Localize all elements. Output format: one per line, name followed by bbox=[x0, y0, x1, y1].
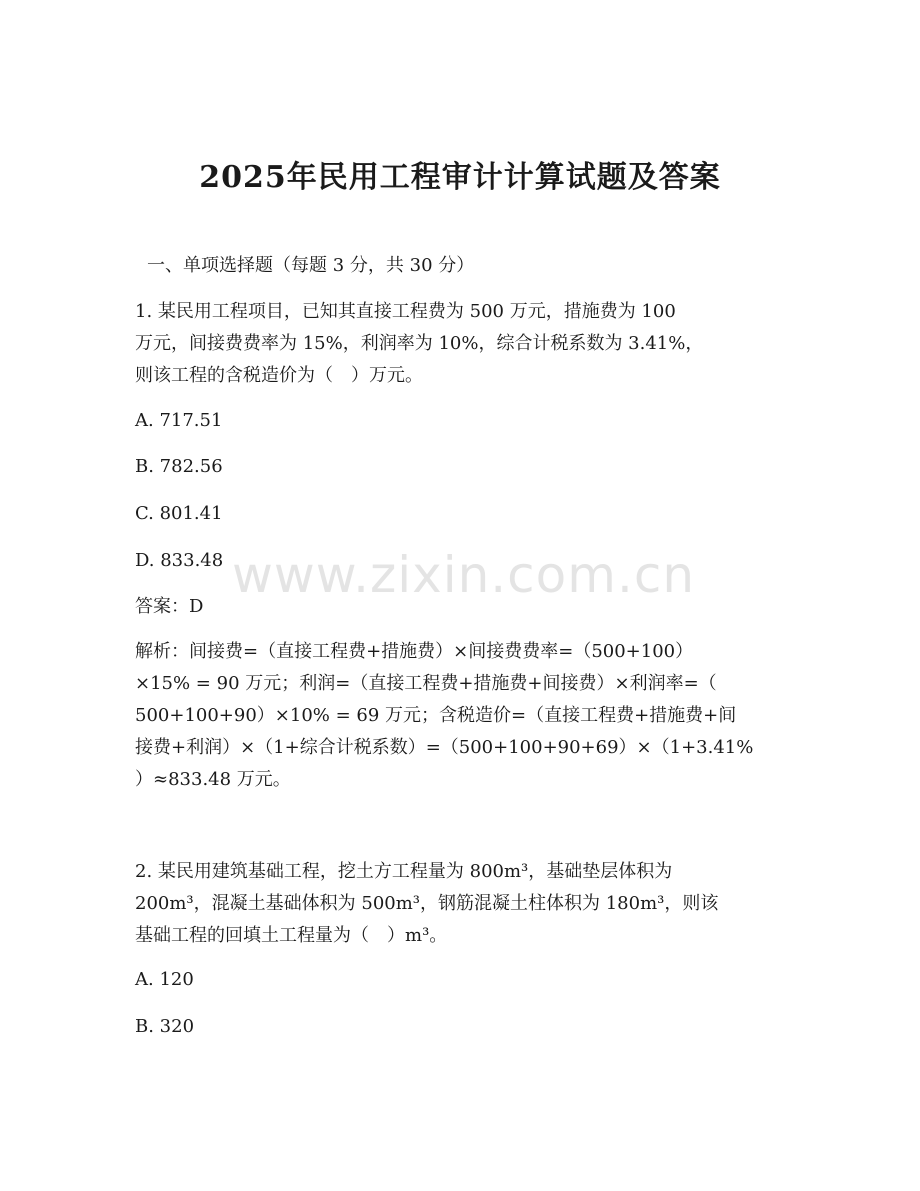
question-1-analysis-line-3: 500+100+90）×10% = 69 万元；含税造价=（直接工程费+措施费+间 bbox=[135, 705, 737, 726]
question-1-analysis-line-1: 解析：间接费=（直接工程费+措施费）×间接费费率=（500+100） bbox=[135, 641, 694, 662]
question-1-analysis-line-2: ×15% = 90 万元；利润=（直接工程费+措施费+间接费）×利润率=（ bbox=[135, 673, 717, 694]
question-1-answer: 答案：D bbox=[135, 596, 204, 617]
question-1-option-d: D. 833.48 bbox=[135, 550, 224, 571]
question-2-option-b: B. 320 bbox=[135, 1016, 195, 1037]
question-1-stem-line-2: 万元，间接费费率为 15%，利润率为 10%，综合计税系数为 3.41%， bbox=[135, 333, 704, 354]
question-1-option-b: B. 782.56 bbox=[135, 456, 223, 477]
question-1-option-c: C. 801.41 bbox=[135, 503, 223, 524]
document-title: 2025年民用工程审计计算试题及答案 bbox=[199, 160, 721, 195]
question-1-stem-line-1: 1. 某民用工程项目，已知其直接工程费为 500 万元，措施费为 100 bbox=[135, 301, 676, 322]
section-heading: 一、单项选择题（每题 3 分，共 30 分） bbox=[147, 255, 475, 276]
question-2-stem-line-3: 基础工程的回填土工程量为（ ）m³。 bbox=[135, 925, 448, 946]
question-2-stem-line-1: 2. 某民用建筑基础工程，挖土方工程量为 800m³，基础垫层体积为 bbox=[135, 861, 673, 882]
question-1-stem-line-3: 则该工程的含税造价为（ ）万元。 bbox=[135, 365, 423, 386]
watermark: www.zixin.com.cn bbox=[232, 546, 696, 604]
question-1-option-a: A. 717.51 bbox=[135, 410, 223, 431]
question-1-analysis-line-4: 接费+利润）×（1+综合计税系数）=（500+100+90+69）×（1+3.41% bbox=[135, 737, 754, 758]
question-1-analysis-line-5: ）≈833.48 万元。 bbox=[135, 769, 291, 790]
question-2-option-a: A. 120 bbox=[135, 969, 194, 990]
question-2-stem-line-2: 200m³，混凝土基础体积为 500m³，钢筋混凝土柱体积为 180m³，则该 bbox=[135, 893, 719, 914]
